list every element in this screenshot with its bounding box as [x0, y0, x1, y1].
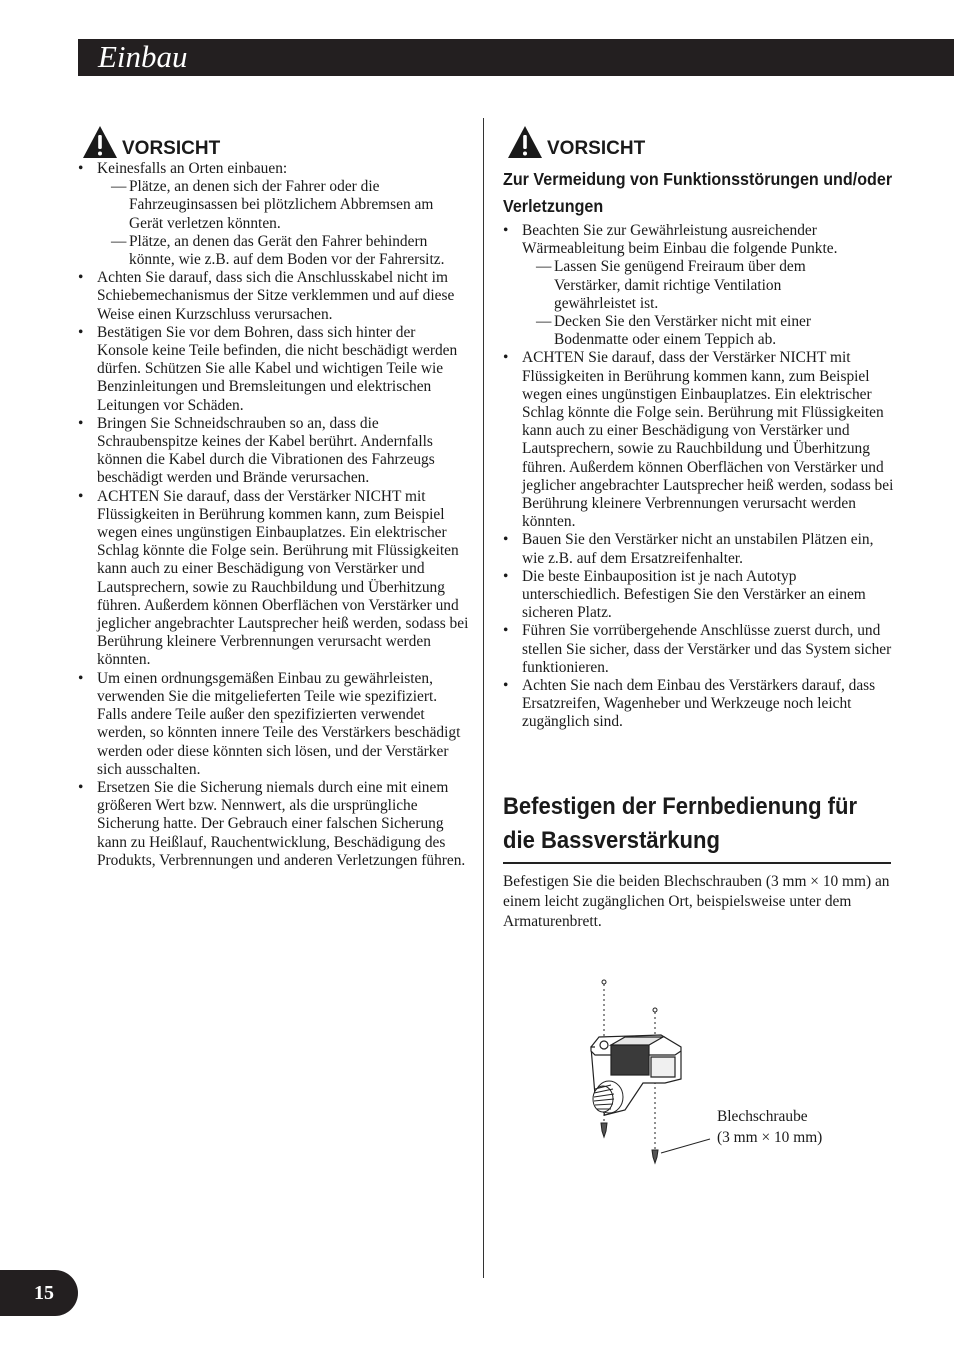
list-item: • Achten Sie nach dem Einbau des Verstärkers darauf, dass Ersatzreifen, Wagenheber und Werkzeuge noch leicht zugänglich sind. — [503, 677, 898, 732]
sub-list — [97, 178, 470, 269]
list-item: • ACHTEN Sie darauf, dass der Verstärker NICHT mit Flüssigkeiten in Berührung kommen kann, zum Beispiel wegen eines ungünstigen Einbauplatzes. Ein elektrischer Schlag könnte die Folge sein. Berührung mit Flüssigkeiten kann auch zu einer Beschädigung von Verstärker und Lautsprechern, sowie zu Rauchbildung und Überhitzung führen. Außerdem können Oberflächen von Verstärker und jeglicher angebrachter Lautsprecher heiß werden, sodass bei Berührung kleinere Verbrennungen verursacht werden könnten. — [78, 488, 470, 670]
page-title: Einbau — [98, 39, 188, 74]
list-item — [78, 160, 470, 269]
screw-callout — [717, 1106, 822, 1148]
column-divider — [483, 118, 484, 1278]
caution-label: VORSICHT — [122, 138, 221, 159]
list-item: • Achten Sie darauf, dass sich die Anschlusskabel nicht im Schiebemechanismus der Sitze verklemmen und auf diese Weise einen Kurzschluss verursachen. — [78, 269, 470, 324]
screw-icon — [652, 1008, 658, 1163]
list-item-text: Keinesfalls an Orten einbauen: — [97, 160, 288, 177]
header-bar — [78, 39, 954, 76]
page-number: 15 — [34, 1282, 54, 1304]
right-column — [503, 120, 898, 732]
list-item: • Die beste Einbauposition ist je nach Autotyp unterschiedlich. Befestigen Sie den Verstärker an einem sicheren Platz. — [503, 568, 898, 623]
sub-list-item: — Decken Sie den Verstärker nicht mit einer Bodenmatte oder einem Teppich ab. — [522, 313, 898, 349]
sub-list-item: — Lassen Sie genügend Freiraum über dem Verstärker, damit richtige Ventilation gewährleistet ist. — [522, 258, 898, 313]
sub-list-item: — Plätze, an denen das Gerät den Fahrer behindern könnte, wie z.B. auf dem Boden vor der Fahrersitz. — [97, 233, 470, 269]
caution-subheading: Zur Vermeidung von Funktionsstörungen und/oder Verletzungen — [503, 169, 893, 216]
section-title — [503, 790, 891, 864]
caution-heading-left — [82, 120, 470, 160]
page-number-badge — [0, 1270, 78, 1316]
callout-line: Blechschraube — [717, 1108, 808, 1125]
caution-list-right — [503, 222, 898, 732]
section-title-line: Befestigen der Fernbedienung für — [503, 793, 858, 820]
list-item: • Ersetzen Sie die Sicherung niemals durch eine mit einem größeren Wert bzw. Nennwert, als die ursprüngliche Sicherung hatte. Der Gebrauch einer falschen Sicherung kann zu Heißlauf, Rauchentwicklung, Beschädigung des Produkts, Verbrennungen und anderen Verletzungen führen. — [78, 779, 470, 870]
list-item: • ACHTEN Sie darauf, dass der Verstärker NICHT mit Flüssigkeiten in Berührung kommen kann, zum Beispiel wegen eines ungünstigen Einbauplatzes. Ein elektrischer Schlag könnte die Folge sein. Berührung mit Flüssigkeiten kann auch zu einer Beschädigung von Verstärker und Lautsprechern, sowie zu Rauchbildung und Überhitzung führen. Außerdem können Oberflächen von Verstärker und jeglicher angebrachter Lautsprecher heiß werden, sodass bei Berührung kleinere Verbrennungen verursacht werden könnten. — [503, 349, 898, 531]
sub-list — [522, 258, 898, 349]
callout-line: (3 mm × 10 mm) — [717, 1129, 823, 1146]
list-item-text: Beachten Sie zur Gewährleistung ausreichender Wärmeableitung beim Einbau die folgende Punkte. — [522, 222, 838, 258]
list-item: • Bauen Sie den Verstärker nicht an unstabilen Plätzen ein, wie z.B. auf dem Ersatzreifenhalter. — [503, 531, 898, 567]
caution-list-left — [78, 160, 470, 870]
warning-triangle-icon — [507, 124, 543, 160]
section-body: Befestigen Sie die beiden Blechschrauben (3 mm × 10 mm) an einem leicht zugänglichen Ort, beispielsweise unter dem Armaturenbrett. — [503, 873, 890, 930]
warning-triangle-icon — [82, 124, 118, 160]
list-item — [503, 222, 898, 349]
list-item: • Bringen Sie Schneidschrauben so an, dass die Schraubenspitze keines der Kabel berührt. Andernfalls können die Kabel durch die Vibrationen des Fahrzeugs beschädigt werden und Brände verursachen. — [78, 415, 470, 488]
list-item: • Um einen ordnungsgemäßen Einbau zu gewährleisten, verwenden Sie die mitgelieferten Teile wie spezifiziert. Falls andere Teile außer den spezifizierten verwendet werden, so könnten innere Teile des Verstärkers beschädigt werden oder diese könnten sich lösen, und der Verstärker sich ausschalten. — [78, 670, 470, 779]
list-item: • Bestätigen Sie vor dem Bohren, dass sich hinter der Konsole keine Teile befinden, die nicht beschädigt werden dürfen. Schützen Sie alle Kabel und wichtigen Teile wie Benzinleitungen und Bremsleitungen und elektrischen Leitungen vor Schäden. — [78, 324, 470, 415]
caution-label: VORSICHT — [547, 138, 646, 159]
caution-heading-right — [507, 120, 898, 160]
sub-list-item: — Plätze, an denen sich der Fahrer oder die Fahrzeuginsassen bei plötzlichem Abbremsen am Gerät verletzen könnten. — [97, 178, 470, 233]
left-column — [78, 120, 470, 870]
list-item: • Führen Sie vorrübergehende Anschlüsse zuerst durch, und stellen Sie sicher, dass der Verstärker und das System sicher funktionieren. — [503, 622, 898, 677]
section-title-line: die Bassverstärkung — [503, 827, 720, 854]
